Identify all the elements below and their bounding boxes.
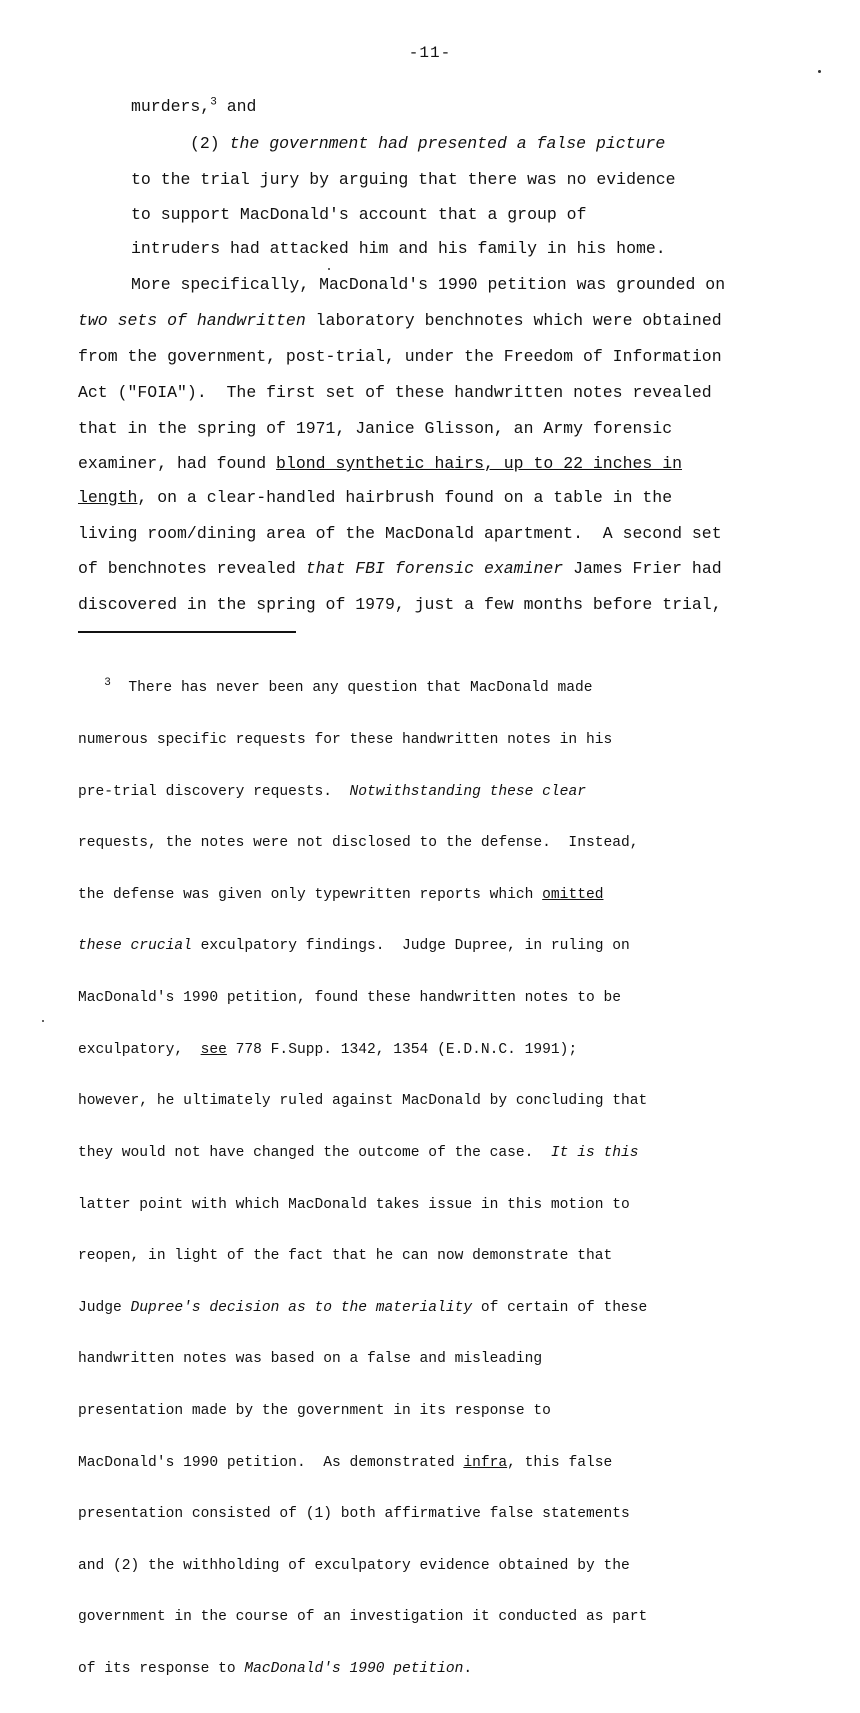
footnote-line: requests, the notes were not disclosed to the defense. Instead, [78,835,639,852]
footnote-line: MacDonald's 1990 petition, found these handwritten notes to be [78,990,621,1007]
footnote-line: however, he ultimately ruled against MacDonald by concluding that [78,1093,648,1110]
footnote-line: and (2) the withholding of exculpatory evidence obtained by the [78,1557,630,1574]
underlined-text: infra [463,1454,508,1471]
footnote-text: exculpatory findings. Judge Dupree, in ruling on [191,938,630,955]
emphasized-text: two sets of handwritten [78,311,306,330]
footnote-line: presentation made by the government in its response to [78,1402,551,1419]
scan-speck [328,268,330,270]
body-line-3: to the trial jury by arguing that there was no evidence [131,170,676,189]
footnote [78,646,798,1713]
underlined-text: omitted [542,886,604,903]
footnote-text: of its response to [78,1660,245,1677]
body-text: laboratory benchnotes which were obtained [305,311,722,330]
body-text: and [216,97,257,116]
footnote-text: MacDonald's 1990 petition. As demonstrated [78,1454,464,1471]
body-text: of benchnotes revealed [78,559,306,578]
body-line-11 [78,453,682,475]
body-line-7 [78,310,722,332]
footnote-divider [78,631,296,633]
footnote-text: the defense was given only typewritten reports which [78,886,543,903]
footnote-line: latter point with which MacDonald takes issue in this motion to [78,1196,630,1213]
footnote-text: pre-trial discovery requests. [78,783,350,800]
footnote-line [78,887,798,904]
underlined-text: blond synthetic hairs, up to 22 inches in [276,454,683,473]
emphasized-text: MacDonald's 1990 petition [244,1660,464,1677]
underlined-text: length [78,488,138,507]
body-line-2 [190,133,665,155]
emphasized-text: Notwithstanding these clear [349,783,586,800]
footnote-text: Judge [78,1299,131,1316]
body-line-15: discovered in the spring of 1979, just a few months before trial, [78,595,722,614]
emphasized-text: these crucial [78,938,192,955]
footnote-text: , this false [507,1454,613,1471]
body-line-12 [78,487,672,509]
body-text: , on a clear-handled hairbrush found on a table in the [137,488,673,507]
footnote-line: handwritten notes was based on a false and misleading [78,1351,543,1368]
footnote-text: exculpatory, [78,1041,201,1058]
body-text: murders, [131,97,211,116]
list-marker: (2) [190,134,230,153]
body-line-14 [78,558,722,580]
footnote-text: There has never been any question that MacDonald made [110,680,593,697]
footnote-line [78,1300,798,1317]
footnote-line [78,1145,798,1162]
scan-speck [42,1020,44,1022]
body-line-13: living room/dining area of the MacDonald apartment. A second set [78,524,722,543]
footnote-line [78,1661,798,1678]
footnote-text: they would not have changed the outcome of the case. [78,1144,551,1161]
emphasized-text: It is this [550,1144,639,1161]
footnote-marker: 3 [104,677,111,690]
footnote-line [78,938,798,955]
body-line-5: intruders had attacked him and his family in his home. [131,239,666,258]
body-line-8: from the government, post-trial, under the Freedom of Information [78,347,722,366]
body-line-6: More specifically, MacDonald's 1990 petition was grounded on [131,275,726,294]
footnote-line: reopen, in light of the fact that he can now demonstrate that [78,1248,613,1265]
citation-text: 778 F.Supp. 1342, 1354 (E.D.N.C. 1991); [226,1041,578,1058]
emphasized-text: the government had presented a false picture [229,134,666,153]
page-number: -11- [408,44,452,62]
body-text: examiner, had found [78,454,277,473]
emphasized-text: that FBI forensic examiner [305,559,564,578]
body-line-4: to support MacDonald's account that a group of [131,205,587,224]
body-line-9: Act ("FOIA"). The first set of these handwritten notes revealed [78,383,712,402]
footnote-line: government in the course of an investigation it conducted as part [78,1609,648,1626]
footnote-line: presentation consisted of (1) both affirmative false statements [78,1506,630,1523]
footnote-line: numerous specific requests for these handwritten notes in his [78,732,613,749]
footnote-line [78,1042,798,1059]
scan-speck [818,70,821,73]
footnote-line [78,677,798,697]
footnote-text: of certain of these [472,1299,648,1316]
footnote-line [78,784,798,801]
body-line-10: that in the spring of 1971, Janice Glisson, an Army forensic [78,419,673,438]
body-text: James Frier had [563,559,722,578]
indent [78,680,104,696]
footnote-text: . [463,1660,473,1677]
emphasized-text: Dupree's decision as to the materiality [130,1299,473,1316]
underlined-text: see [200,1041,227,1058]
footnote-reference: 3 [210,96,217,109]
footnote-line [78,1455,798,1472]
body-line-1 [131,96,256,118]
